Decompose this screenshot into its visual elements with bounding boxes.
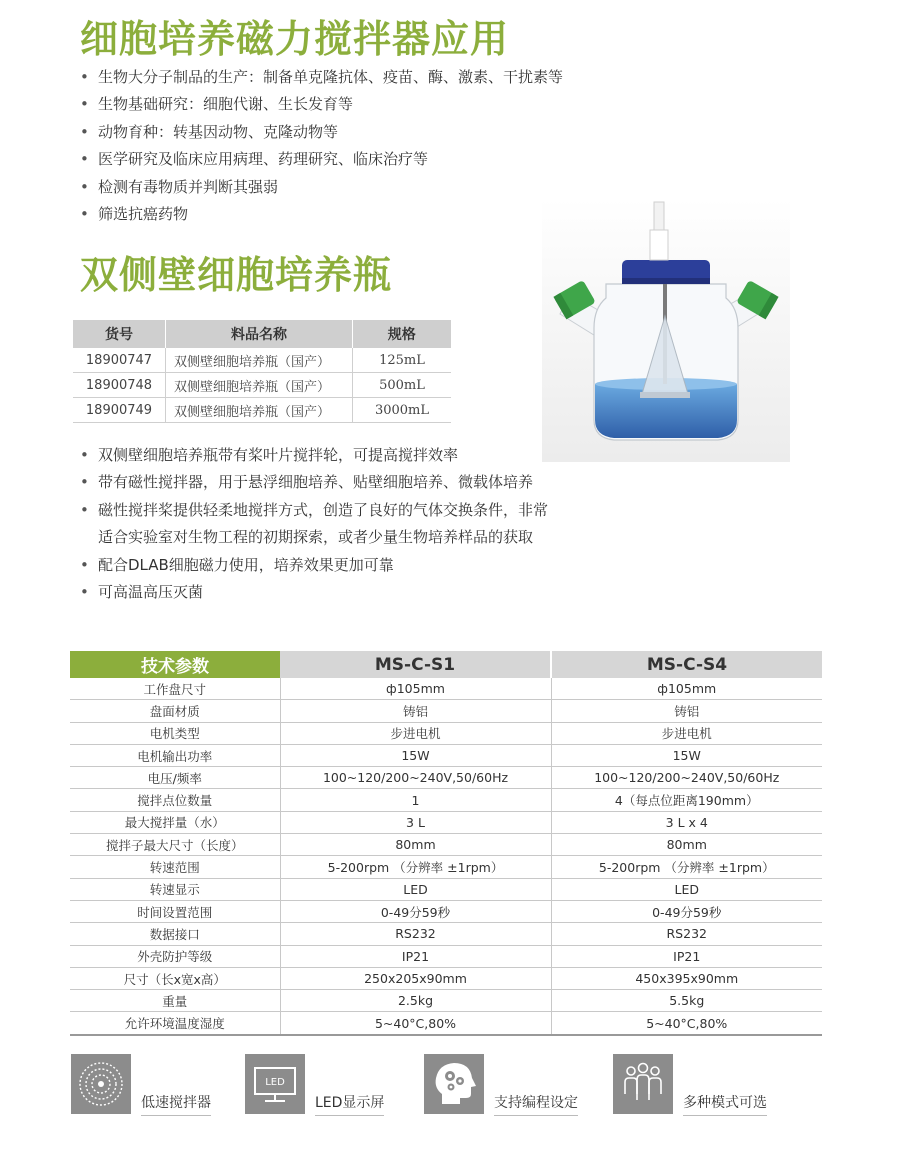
column-header-spec: 规格: [353, 320, 452, 348]
list-item: • 医学研究及临床应用病理、药理研究、临床治疗等: [80, 146, 563, 173]
list-item: • 生物基础研究：细胞代谢、生长发育等: [80, 91, 563, 118]
spec-s4-cell: 4（每点位距离190mm）: [551, 789, 822, 811]
item-no-cell: 18900749: [73, 398, 166, 423]
spec-s4-cell: 15W: [551, 744, 822, 766]
spec-s4-cell: ф105mm: [551, 678, 822, 700]
spec-s1-cell: 铸铝: [280, 700, 551, 722]
feature-label: LED显示屏: [315, 1092, 384, 1116]
spec-row: [70, 834, 822, 856]
spec-s1-cell: 1: [280, 789, 551, 811]
spec-s1-cell: 3 L: [280, 811, 551, 833]
programming-icon: [424, 1054, 484, 1114]
spec-s4-cell: 铸铝: [551, 700, 822, 722]
spec-label-cell: 电压/频率: [70, 767, 280, 789]
table-header-row: [73, 320, 451, 348]
spec-row: [70, 1012, 822, 1035]
spec-s4-cell: 5~40°C,80%: [551, 1012, 822, 1035]
list-item: [80, 497, 548, 552]
list-item: • 检测有毒物质并判断其强弱: [80, 174, 563, 201]
spec-label-cell: 盘面材质: [70, 700, 280, 722]
spec-label-cell: 搅拌点位数量: [70, 789, 280, 811]
column-header-item-no: 货号: [73, 320, 166, 348]
list-item: • 动物育种：转基因动物、克隆动物等: [80, 119, 563, 146]
led-display-icon: [245, 1054, 305, 1114]
feature-label: 多种模式可选: [683, 1092, 767, 1116]
spec-s4-cell: 100~120/200~240V,50/60Hz: [551, 767, 822, 789]
spec-cell: 125mL: [353, 348, 452, 373]
spec-s4-cell: RS232: [551, 923, 822, 945]
spec-label-cell: 允许环境温度湿度: [70, 1012, 280, 1035]
spec-s4-cell: 5.5kg: [551, 990, 822, 1012]
spec-s1-cell: 100~120/200~240V,50/60Hz: [280, 767, 551, 789]
spec-label-cell: 电机类型: [70, 722, 280, 744]
product-table: [73, 320, 452, 423]
spec-body: [70, 678, 822, 1035]
item-no-cell: 18900747: [73, 348, 166, 373]
low-speed-icon: [71, 1054, 131, 1114]
name-cell: 双侧壁细胞培养瓶（国产）: [166, 348, 353, 373]
spec-header-label: 技术参数: [70, 651, 280, 678]
spec-s1-cell: 5~40°C,80%: [280, 1012, 551, 1035]
spec-s1-cell: LED: [280, 878, 551, 900]
name-cell: 双侧壁细胞培养瓶（国产）: [166, 373, 353, 398]
spec-s1-cell: 80mm: [280, 834, 551, 856]
spec-row: [70, 856, 822, 878]
list-item: • 配合DLAB细胞磁力使用，培养效果更加可靠: [80, 552, 548, 579]
list-item-line: • 磁性搅拌桨提供轻柔地搅拌方式，创造了良好的气体交换条件，非常: [98, 500, 549, 519]
spec-label-cell: 数据接口: [70, 923, 280, 945]
spec-row: [70, 967, 822, 989]
table-row: [73, 373, 451, 398]
table-row: [73, 348, 451, 373]
model-header-s1: MS-C-S1: [280, 651, 551, 678]
spec-label-cell: 时间设置范围: [70, 900, 280, 922]
feature-label: 支持编程设定: [494, 1092, 578, 1116]
spec-s1-cell: RS232: [280, 923, 551, 945]
section-title-application: 细胞培养磁力搅拌器应用: [80, 17, 510, 61]
spec-label-cell: 尺寸（长x宽x高）: [70, 967, 280, 989]
spec-header-row: [70, 651, 822, 678]
list-item: • 带有磁性搅拌器，用于悬浮细胞培养、贴壁细胞培养、微载体培养: [80, 469, 548, 496]
spec-label-cell: 搅拌子最大尺寸（长度）: [70, 834, 280, 856]
spec-s1-cell: 步进电机: [280, 722, 551, 744]
spec-row: [70, 878, 822, 900]
spec-s1-cell: 15W: [280, 744, 551, 766]
feature-list: [80, 442, 548, 606]
spec-s4-cell: 5-200rpm （分辨率 ±1rpm）: [551, 856, 822, 878]
spec-cell: 3000mL: [353, 398, 452, 423]
spec-row: [70, 789, 822, 811]
spec-label-cell: 重量: [70, 990, 280, 1012]
spec-s1-cell: ф105mm: [280, 678, 551, 700]
application-list: [80, 64, 563, 228]
spec-s4-cell: LED: [551, 878, 822, 900]
spec-row: [70, 811, 822, 833]
spec-s1-cell: 2.5kg: [280, 990, 551, 1012]
spec-row: [70, 678, 822, 700]
list-item: • 筛选抗癌药物: [80, 201, 563, 228]
spec-row: [70, 900, 822, 922]
spec-label-cell: 外壳防护等级: [70, 945, 280, 967]
spec-s1-cell: 250x205x90mm: [280, 967, 551, 989]
spec-label-cell: 电机输出功率: [70, 744, 280, 766]
spec-row: [70, 722, 822, 744]
feature-label: 低速搅拌器: [141, 1092, 211, 1116]
spec-s4-cell: 3 L x 4: [551, 811, 822, 833]
spec-row: [70, 700, 822, 722]
spec-s4-cell: IP21: [551, 945, 822, 967]
spec-row: [70, 923, 822, 945]
spec-label-cell: 转速范围: [70, 856, 280, 878]
spec-s1-cell: IP21: [280, 945, 551, 967]
spec-row: [70, 744, 822, 766]
spec-s4-cell: 80mm: [551, 834, 822, 856]
spec-row: [70, 945, 822, 967]
spec-s1-cell: 5-200rpm （分辨率 ±1rpm）: [280, 856, 551, 878]
list-item: • 双侧壁细胞培养瓶带有桨叶片搅拌轮，可提高搅拌效率: [80, 442, 548, 469]
spec-label-cell: 工作盘尺寸: [70, 678, 280, 700]
column-header-name: 料品名称: [166, 320, 353, 348]
name-cell: 双侧壁细胞培养瓶（国产）: [166, 398, 353, 423]
list-item: • 生物大分子制品的生产：制备单克隆抗体、疫苗、酶、激素、干扰素等: [80, 64, 563, 91]
section-title-bottle: 双侧壁细胞培养瓶: [80, 253, 393, 297]
spec-label-cell: 转速显示: [70, 878, 280, 900]
spec-row: [70, 767, 822, 789]
model-header-s4: MS-C-S4: [551, 651, 822, 678]
spec-row: [70, 990, 822, 1012]
list-item: • 可高温高压灭菌: [80, 579, 548, 606]
item-no-cell: 18900748: [73, 373, 166, 398]
spec-cell: 500mL: [353, 373, 452, 398]
table-row: [73, 398, 451, 423]
spec-s4-cell: 450x395x90mm: [551, 967, 822, 989]
list-item-line: 适合实验室对生物工程的初期探索，或者少量生物培养样品的获取: [98, 528, 534, 547]
spec-s4-cell: 0-49分59秒: [551, 900, 822, 922]
culture-flask-image: [542, 198, 790, 462]
led-icon-text: LED: [265, 1077, 285, 1088]
spec-s4-cell: 步进电机: [551, 722, 822, 744]
multi-mode-icon: [613, 1054, 673, 1114]
spec-label-cell: 最大搅拌量（水）: [70, 811, 280, 833]
spec-s1-cell: 0-49分59秒: [280, 900, 551, 922]
spec-table: [70, 651, 822, 1036]
